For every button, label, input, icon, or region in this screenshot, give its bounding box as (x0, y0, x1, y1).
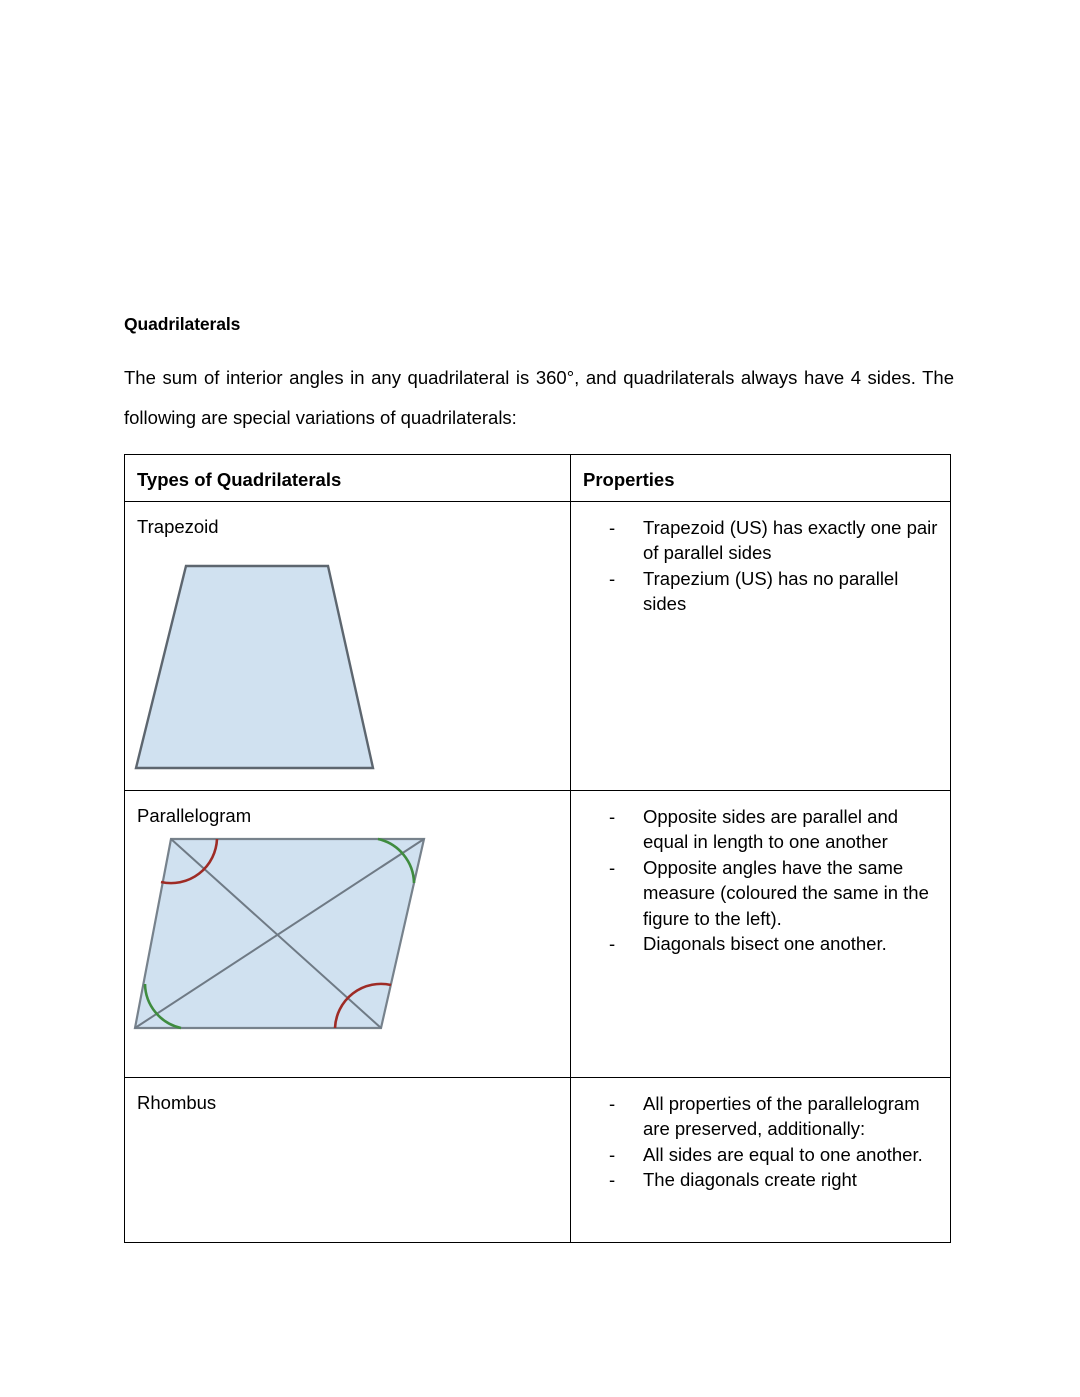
list-item-text: Trapezium (US) has no parallel sides (643, 567, 899, 615)
bullet-dash: - (609, 1092, 616, 1114)
bullet-dash: - (609, 933, 616, 955)
quadrilaterals-table (124, 454, 951, 1244)
list-item-text: All properties of the parallelogram are preserved, additionally: (643, 1092, 920, 1140)
table-row (125, 1077, 951, 1242)
list-item (571, 1091, 938, 1142)
bullet-dash: - (609, 1143, 616, 1165)
column-header-types (125, 454, 571, 501)
list-item (571, 515, 938, 566)
list-item-text: Opposite angles have the same measure (coloured the same in the figure to the left). (643, 856, 929, 929)
rhombus-figure-placeholder (125, 1114, 570, 1242)
shape-name-parallelogram: Parallelogram (137, 804, 252, 826)
trapezoid-figure (125, 538, 570, 790)
bullet-dash: - (609, 805, 616, 827)
cell-properties-trapezoid (571, 501, 951, 790)
cell-type-trapezoid (125, 501, 571, 790)
cell-properties-rhombus (571, 1077, 951, 1242)
list-item (571, 1167, 938, 1193)
bullet-dash: - (609, 516, 616, 538)
list-item-text: The diagonals create right (643, 1169, 857, 1191)
bullet-dash: - (609, 1169, 616, 1191)
parallelogram-shape-icon (125, 827, 571, 1077)
list-item (571, 931, 938, 957)
column-header-properties-label: Properties (583, 468, 675, 490)
table-header-row (125, 454, 951, 501)
properties-list-rhombus (571, 1078, 950, 1203)
list-item (571, 804, 938, 855)
parallelogram-figure (125, 827, 570, 1077)
cell-properties-parallelogram (571, 790, 951, 1077)
list-item (571, 855, 938, 932)
bullet-dash: - (609, 856, 616, 878)
shape-name-rhombus: Rhombus (137, 1091, 217, 1113)
document-content (124, 316, 956, 1243)
column-header-properties (571, 454, 951, 501)
list-item (571, 1142, 938, 1168)
table-row (125, 501, 951, 790)
shape-name-trapezoid: Trapezoid (137, 515, 219, 537)
list-item-text: All sides are equal to one another. (643, 1143, 923, 1165)
page-title: Quadrilaterals (124, 314, 241, 334)
list-item-text: Diagonals bisect one another. (643, 933, 887, 955)
list-item (571, 566, 938, 617)
bullet-dash: - (609, 567, 616, 589)
properties-list-parallelogram (571, 791, 950, 967)
column-header-types-label: Types of Quadrilaterals (137, 468, 342, 490)
trapezoid-shape-icon (125, 538, 571, 790)
list-item-text: Trapezoid (US) has exactly one pair of parallel sides (643, 516, 938, 564)
intro-paragraph: The sum of interior angles in any quadrilateral is 360°, and quadrilaterals always have 4 sides. The following are special variations of quadrilaterals: (124, 366, 954, 428)
table-row (125, 790, 951, 1077)
cell-type-parallelogram (125, 790, 571, 1077)
list-item-text: Opposite sides are parallel and equal in length to one another (643, 805, 899, 853)
properties-list-trapezoid (571, 502, 950, 627)
cell-type-rhombus (125, 1077, 571, 1242)
